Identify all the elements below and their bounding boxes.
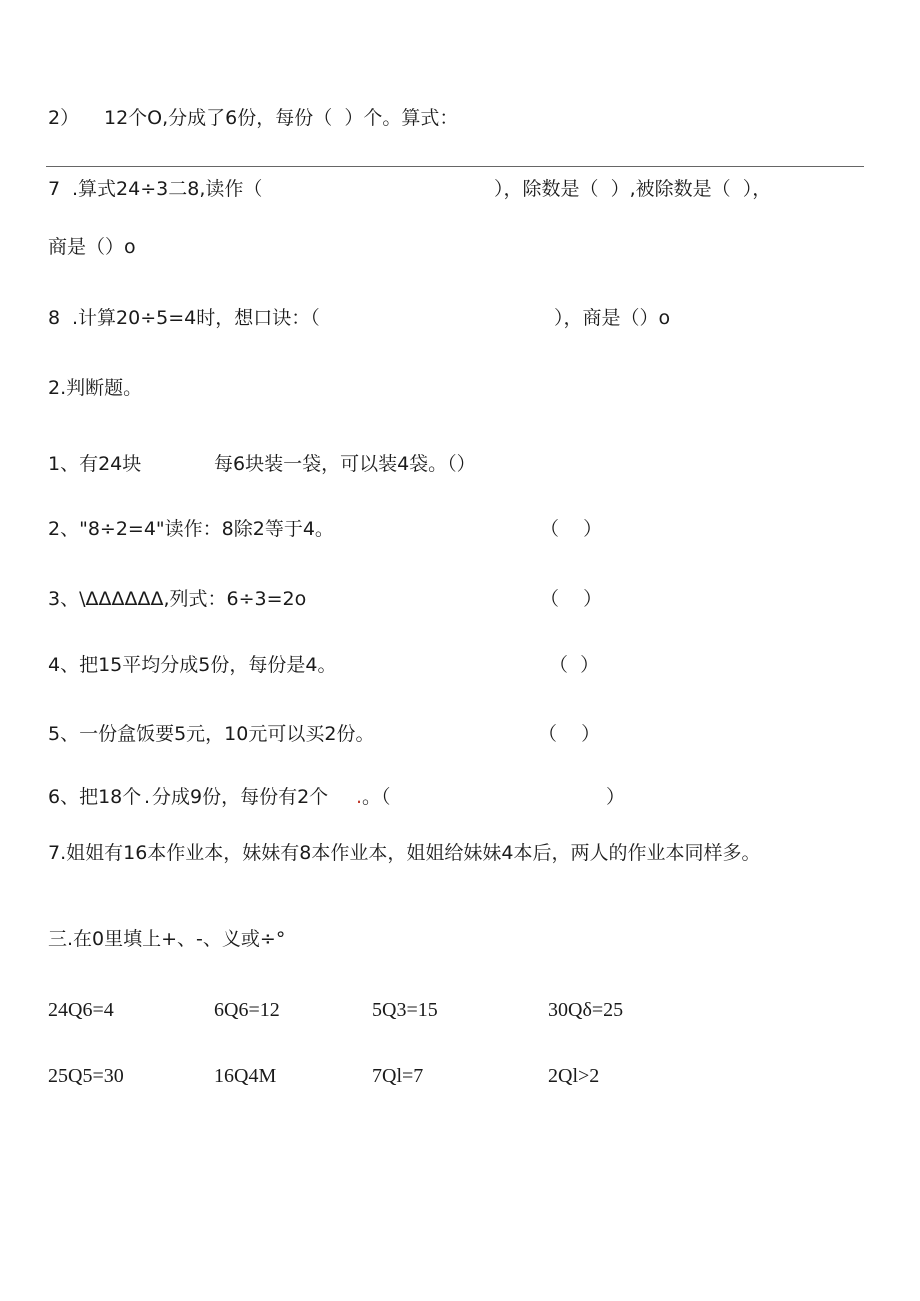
q2-number: 2）: [48, 107, 80, 129]
q8-text-pre: .计算20÷5=4时，想口诀：（: [72, 307, 320, 329]
operator-blank-r2c1: 25Q5=30: [48, 1065, 124, 1087]
operator-blank-r2c3: 7Ql=7: [372, 1065, 424, 1087]
judge-item-4-answer: （ ）: [549, 654, 600, 676]
judge-item-6-dot2: .: [356, 786, 363, 808]
judge-item-6c: 。（: [362, 786, 391, 808]
judge-item-3: 3、\ΔΔΔΔΔΔ,列式：6÷3=2o: [48, 588, 307, 610]
q8-text-post: ），商是（）o: [554, 307, 671, 329]
q8-number: 8: [48, 307, 61, 329]
judge-item-6a: 6、把18个: [48, 786, 142, 808]
section2-heading: 2.判断题。: [48, 377, 143, 399]
operator-blank-r2c2: 16Q4M: [214, 1065, 277, 1087]
divider-line: [46, 166, 864, 167]
section3-heading: 三.在0里填上+、-、义或÷°: [48, 928, 286, 950]
q7-continuation: 商是（）o: [48, 236, 136, 258]
operator-blank-r2c4: 2Ql>2: [548, 1065, 600, 1087]
q7-number: 7: [48, 178, 61, 200]
operator-blank-r1c4: 30Qδ=25: [548, 999, 624, 1021]
judge-item-1b: 每6块装一袋，可以装4袋。（）: [214, 453, 476, 475]
operator-blank-r1c2: 6Q6=12: [214, 999, 280, 1021]
judge-item-7: 7.姐姐有16本作业本，妹妹有8本作业本，姐姐给妹妹4本后，两人的作业本同样多。: [48, 842, 761, 864]
judge-item-3-answer: （ ）: [540, 588, 603, 610]
operator-blank-r1c3: 5Q3=15: [372, 999, 438, 1021]
judge-item-4: 4、把15平均分成5份，每份是4。: [48, 654, 337, 676]
judge-item-5: 5、一份盒饭要5元，10元可以买2份。: [48, 723, 375, 745]
judge-item-1a: 1、有24块: [48, 453, 142, 475]
judge-item-2: 2、"8÷2=4"读作：8除2等于4。: [48, 518, 334, 540]
judge-item-5-answer: （ ）: [538, 723, 601, 745]
operator-blank-r1c1: 24Q6=4: [48, 999, 114, 1021]
judge-item-2-answer: （ ）: [540, 518, 603, 540]
judge-item-6-answer: ）: [606, 786, 626, 808]
judge-item-6b: 分成9份，每份有2个: [152, 786, 329, 808]
q7-text-pre: .算式24÷3二8,读作（: [72, 178, 263, 200]
q7-text-post: ），除数是（ ）,被除数是（ ），: [494, 178, 772, 200]
q2-text: 12个O,分成了6份，每份（ ）个。算式：: [104, 107, 459, 129]
judge-item-6-dot: .: [144, 786, 151, 808]
